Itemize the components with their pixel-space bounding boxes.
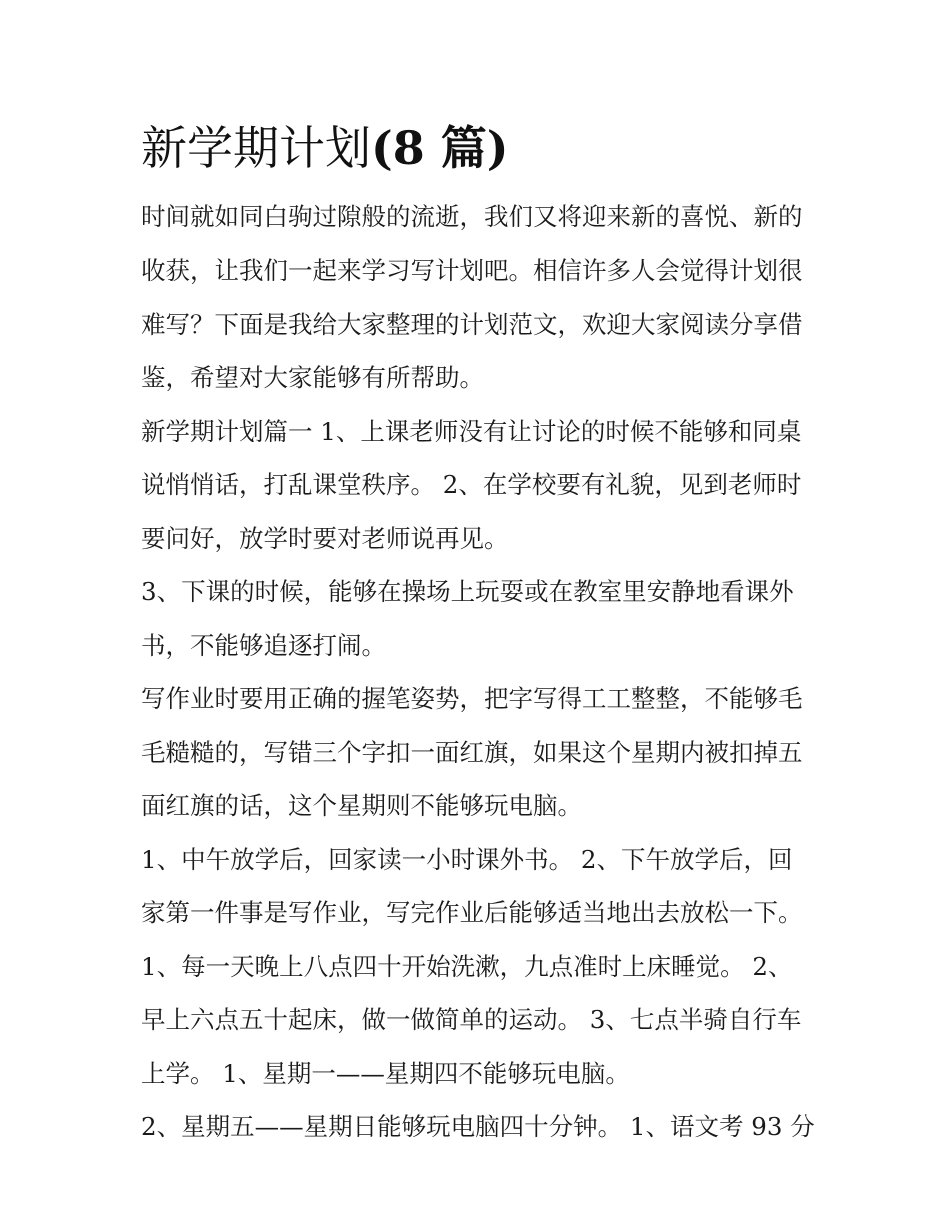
body-line: 说悄悄话，打乱课堂秩序。 2、在学校要有礼貌，见到老师时 (141, 470, 802, 499)
body-line: 3、下课的时候，能够在操场上玩耍或在教室里安静地看课外 (141, 577, 794, 606)
body-line: 上学。 1、星期一——星期四不能够玩电脑。 (141, 1059, 630, 1088)
body-line: 2、星期五——星期日能够玩电脑四十分钟。 1、语文考 93 分 (141, 1112, 815, 1141)
body-line: 新学期计划篇一 1、上课老师没有让讨论的时候不能够和同桌 (141, 417, 802, 446)
body-line: 1、中午放学后，回家读一小时课外书。 2、下午放学后，回 (141, 845, 793, 874)
body-line: 要问好，放学时要对老师说再见。 (141, 524, 509, 553)
body-line: 难写？下面是我给大家整理的计划范文，欢迎大家阅读分享借 (141, 310, 803, 339)
body-line: 面红旗的话，这个星期则不能够玩电脑。 (141, 791, 582, 820)
body-line: 早上六点五十起床，做一做简单的运动。 3、七点半骑自行车 (141, 1005, 802, 1034)
body-line: 收获，让我们一起来学习写计划吧。相信许多人会觉得计划很 (141, 256, 803, 285)
body-line: 家第一件事是写作业，写完作业后能够适当地出去放松一下。 (141, 898, 803, 927)
body-line: 1、每一天晚上八点四十开始洗漱，九点准时上床睡觉。 2、 (141, 952, 793, 981)
title-text: 新学期计划 (141, 121, 371, 175)
body-line: 鉴，希望对大家能够有所帮助。 (141, 363, 484, 392)
body-line: 毛糙糙的，写错三个字扣一面红旗，如果这个星期内被扣掉五 (141, 738, 803, 767)
page-title (141, 118, 509, 178)
body-line: 写作业时要用正确的握笔姿势，把字写得工工整整，不能够毛 (141, 684, 803, 713)
body-line: 书，不能够追逐打闹。 (141, 631, 386, 660)
body-line: 时间就如同白驹过隙般的流逝，我们又将迎来新的喜悦、新的 (141, 202, 803, 231)
title-count: (8 篇) (371, 121, 509, 175)
